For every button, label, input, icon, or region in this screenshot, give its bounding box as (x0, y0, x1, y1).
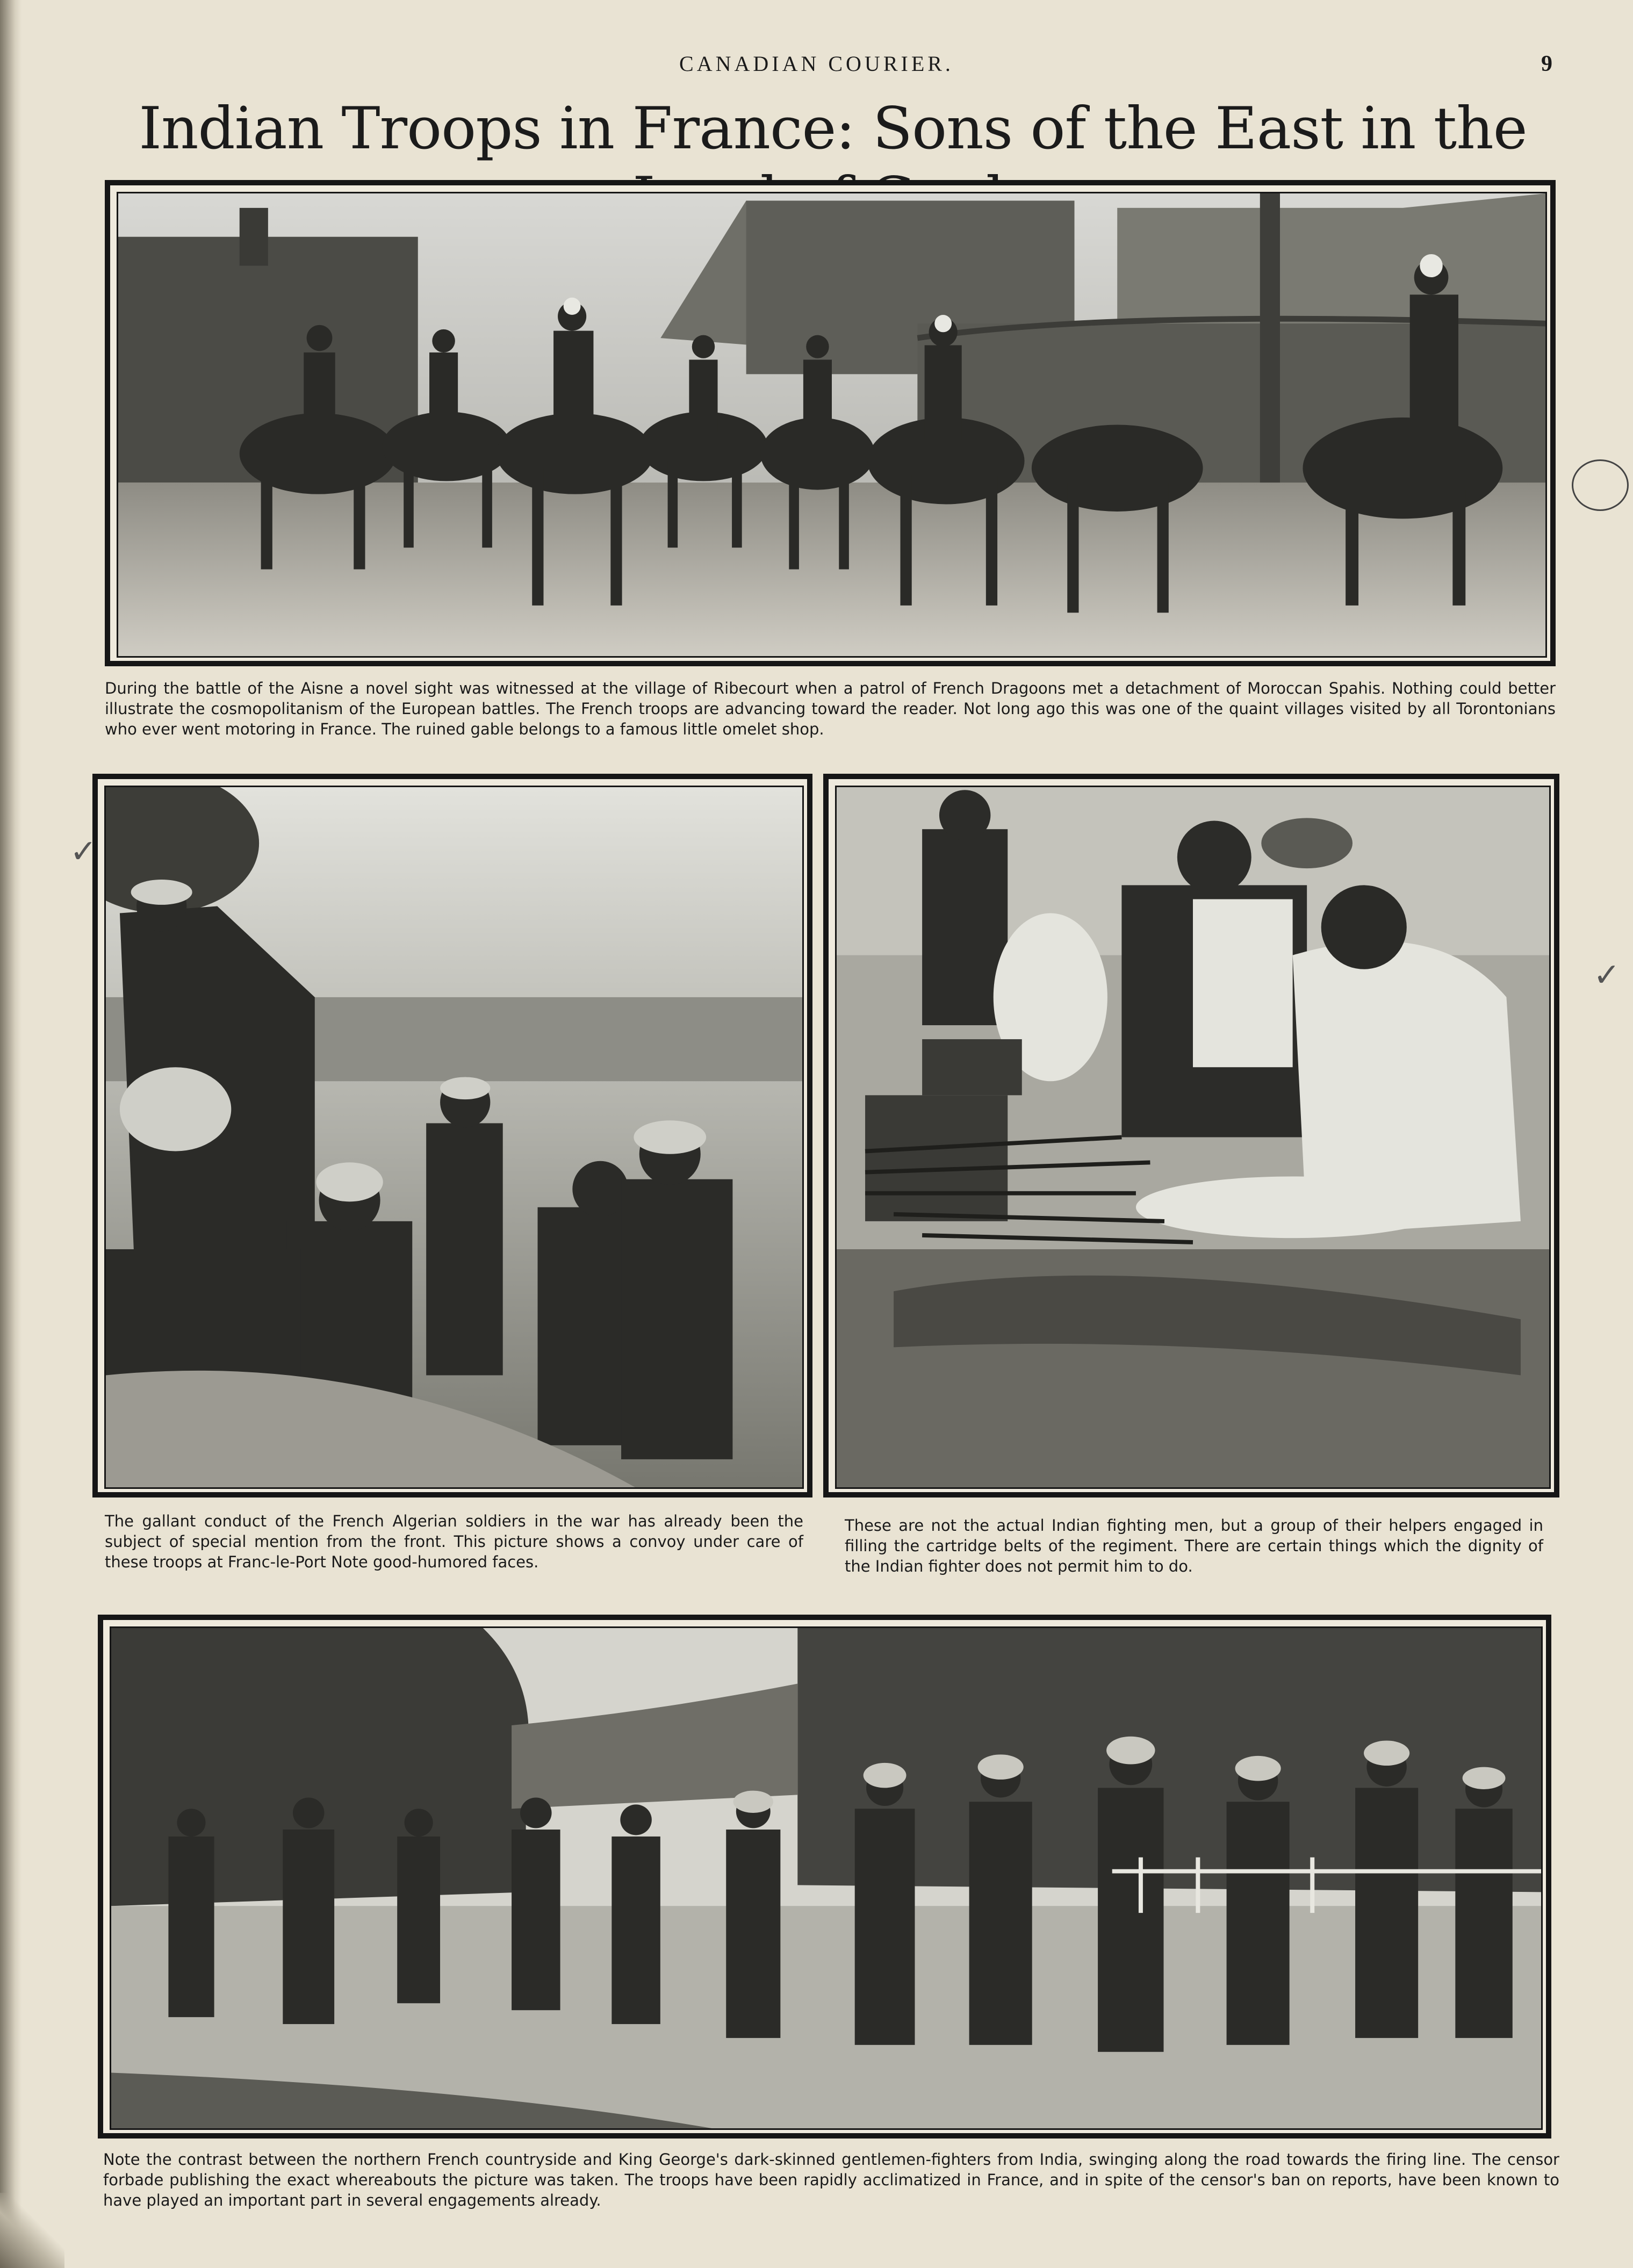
caption-algerian-convoy: The gallant conduct of the French Algerian soldiers in the war has already been the subject of special mention from the front. This picture shows a convoy under care of these troops at Franc-le-Port Note good-humored faces. (105, 1512, 803, 1571)
caption-cartridge-helpers: These are not the actual Indian fighting men, but a group of their helpers engaged in filling the cartridge belts of the regiment. There are certain things which the dignity of the Indian fighter does not permit him to do. (845, 1516, 1543, 1575)
margin-circle-mark (1572, 459, 1629, 511)
marching-photo-illustration (111, 1628, 1541, 2128)
convoy-photo-illustration (106, 787, 802, 1487)
running-head: CANADIAN COURIER. (679, 52, 954, 76)
caption-cavalry-village: During the battle of the Aisne a novel sight was witnessed at the village of Ribecourt when a patrol of French Dragoons met a detachment of Moroccan Spahis. Nothing could better illustrate the cosmopolitanism of the European battles. The French troops are advancing toward the reader. Not long ago this was one of the quaint villages visited by all Torontonians who ever went motoring in France. The ruined gable belongs to a famous little omelet shop. (105, 679, 1556, 738)
photo-cavalry-village (105, 180, 1556, 666)
page-binding-shadow (0, 0, 21, 2268)
cavalry-photo-illustration (118, 193, 1545, 656)
caption-indian-troops-marching: Note the contrast between the northern French countryside and King George's dark-skinned gentlemen-fighters from India, swinging along the road towards the firing line. The censor forbade publishing the exact whereabouts the picture was taken. The troops have been rapidly acclimatized in France, and in spite of the censor's ban on reports, have been known to have played an important part in several engagements already. (103, 2150, 1559, 2209)
page-corner-shadow (0, 2193, 64, 2268)
page-headline: Indian Troops in France: Sons of the East in the (139, 95, 1527, 162)
photo-cartridge-helpers (823, 774, 1559, 1497)
photo-indian-troops-marching (98, 1615, 1551, 2139)
photo-algerian-convoy (92, 774, 812, 1497)
cartridge-photo-illustration (837, 787, 1549, 1487)
margin-check-mark-right: ✓ (1593, 956, 1621, 994)
page-number: 9 (1541, 52, 1552, 76)
margin-check-mark-left: ✓ (70, 833, 97, 870)
